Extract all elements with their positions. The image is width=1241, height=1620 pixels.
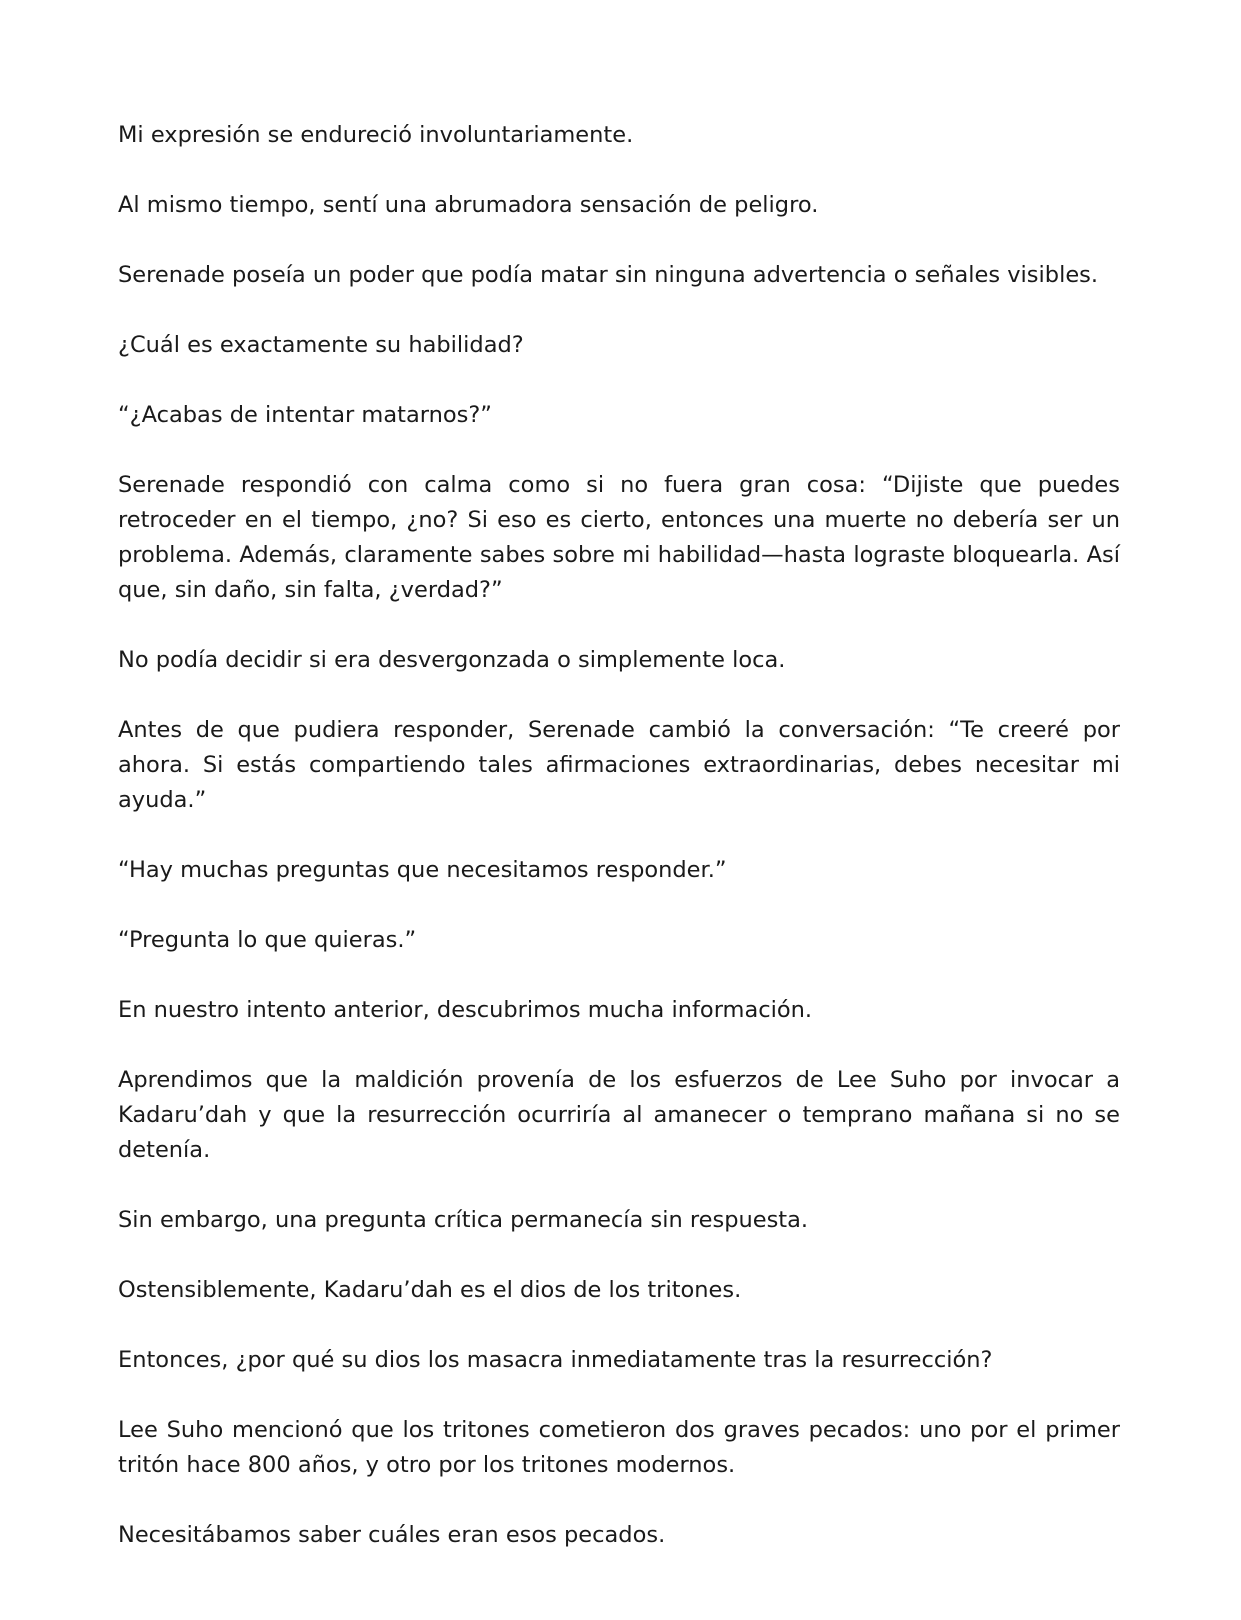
paragraph: “Hay muchas preguntas que necesitamos responder.” — [118, 857, 727, 883]
paragraph: Aprendimos que la maldición provenía de los esfuerzos de Lee Suho por invocar a Kadaru’dah y que la resurrección ocurriría al amanecer o temprano mañana si no se detenía. — [118, 1067, 1120, 1163]
paragraph: “Pregunta lo que quieras.” — [118, 927, 417, 953]
paragraph: Serenade poseía un poder que podía matar sin ninguna advertencia o señales visibles. — [118, 262, 1099, 288]
document-body — [118, 118, 1120, 1553]
paragraph: Al mismo tiempo, sentí una abrumadora sensación de peligro. — [118, 192, 819, 218]
paragraph: Entonces, ¿por qué su dios los masacra inmediatamente tras la resurrección? — [118, 1347, 993, 1373]
paragraph: Mi expresión se endureció involuntariamente. — [118, 122, 634, 148]
paragraph: No podía decidir si era desvergonzada o simplemente loca. — [118, 647, 786, 673]
paragraph: Sin embargo, una pregunta crítica permanecía sin respuesta. — [118, 1207, 809, 1233]
paragraph: Lee Suho mencionó que los tritones cometieron dos graves pecados: uno por el primer tritón hace 800 años, y otro por los tritones modernos. — [118, 1417, 1120, 1478]
paragraph: Serenade respondió con calma como si no fuera gran cosa: “Dijiste que puedes retroceder en el tiempo, ¿no? Si eso es cierto, entonces una muerte no debería ser un problema. Además, claramente sabes sobre mi habilidad—hasta lograste bloquearla. Así que, sin daño, sin falta, ¿verdad?” — [118, 472, 1120, 603]
paragraph: “¿Acabas de intentar matarnos?” — [118, 402, 492, 428]
paragraph: Necesitábamos saber cuáles eran esos pecados. — [118, 1522, 666, 1548]
paragraph: Ostensiblemente, Kadaru’dah es el dios de los tritones. — [118, 1277, 742, 1303]
paragraph: ¿Cuál es exactamente su habilidad? — [118, 332, 524, 358]
paragraph: En nuestro intento anterior, descubrimos mucha información. — [118, 997, 813, 1023]
paragraph: Antes de que pudiera responder, Serenade cambió la conversación: “Te creeré por ahora. Si estás compartiendo tales afirmaciones extraordinarias, debes necesitar mi ayuda.” — [118, 717, 1120, 813]
